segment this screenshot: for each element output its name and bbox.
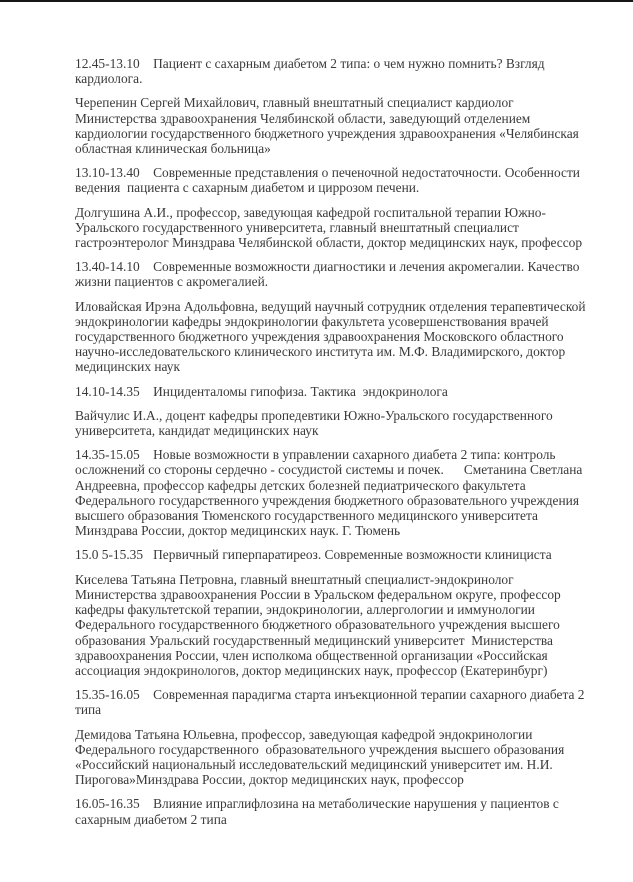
- session-paragraph: 14.10-14.35 Инциденталомы гипофиза. Тактика эндокринолога: [75, 383, 448, 399]
- session-paragraph: 15.35-16.05 Современная парадигма старта инъекционной терапии сахарного диабета 2 типа: [75, 687, 588, 718]
- speaker-paragraph: Киселева Татьяна Петровна, главный внештатный специалист-эндокринолог Министерства здравоохранения России в Уральском федеральном округе, профессор кафедры факультетской терапии, эндокринологии, аллергологии и иммунологии Федерального государственного бюджетного образовательного учреждения высшего образования Уральский государственный медицинский университет Министерства здравоохранения России, член исполкома общественной организации «Российская ассоциация эндокринологов, доктор медицинских наук, профессор (Екатеринбург): [75, 571, 565, 678]
- session-paragraph: 15.0 5-15.35 Первичный гиперпаратиреоз. Современные возможности клинициста: [75, 547, 552, 563]
- session-paragraph: 13.40-14.10 Современные возможности диагностики и лечения акромегалии. Качество жизни пациентов с акромегалией.: [75, 259, 583, 290]
- speaker-paragraph: Долгушина А.И., профессор, заведующая кафедрой госпитальной терапии Южно-Уральского государственного университета, главный внештатный специалист гастроэнтеролог Минздрава Челябинской области, доктор медицинских наук, профессор: [75, 204, 583, 251]
- session-paragraph: 16.05-16.35 Влияние ипраглифлозина на метаболические нарушения у пациентов с сахарным диабетом 2 типа: [75, 796, 563, 827]
- top-border-line: [0, 0, 633, 2]
- session-paragraph: 13.10-13.40 Современные представления о печеночной недостаточности. Особенности ведения пациента с сахарным диабетом и циррозом печени.: [75, 165, 584, 196]
- speaker-paragraph: Вайчулис И.А., доцент кафедры пропедевтики Южно-Уральского государственного университета, кандидат медицинских наук: [75, 407, 557, 439]
- session-paragraph: 12.45-13.10 Пациент с сахарным диабетом 2 типа: о чем нужно помнить? Взгляд кардиолога.: [75, 56, 548, 87]
- conference-schedule-text: [75, 56, 595, 836]
- session-paragraph: 14.35-15.05 Новые возможности в управлении сахарного диабета 2 типа: контроль осложнений со стороны сердечно - сосудистой системы и почек. Сметанина Светлана Андреевна, профессор кафедры детских болезней педиатрического факультета Федерального государственного учреждения бюджетного образовательного учреждения высшего образования Тюменского государственного медицинского университета Минздрава России, доктор медицинских наук. Г. Тюмень: [75, 447, 586, 539]
- speaker-paragraph: Иловайская Ирэна Адольфовна, ведущий научный сотрудник отделения терапевтической эндокринологии кафедры эндокринологии факультета усовершенствования врачей государственного бюджетного учреждения здравоохранения Московского областного научно-исследовательского клинического института им. М.Ф. Владимирского, доктор медицинских наук: [75, 298, 589, 375]
- speaker-paragraph: Черепенин Сергей Михайлович, главный внештатный специалист кардиолог Министерства здравоохранения Челябинской области, заведующий отделением кардиологии государственного бюджетного учреждения здравоохранения «Челябинская областная клиническая больница»: [75, 95, 583, 157]
- speaker-paragraph: Демидова Татьяна Юльевна, профессор, заведующая кафедрой эндокринологии Федерального государственного образовательного учреждения высшего образования «Российский национальный исследовательский медицинский университет им. Н.И. Пирогова»Минздрава России, доктор медицинских наук, профессор: [75, 726, 568, 788]
